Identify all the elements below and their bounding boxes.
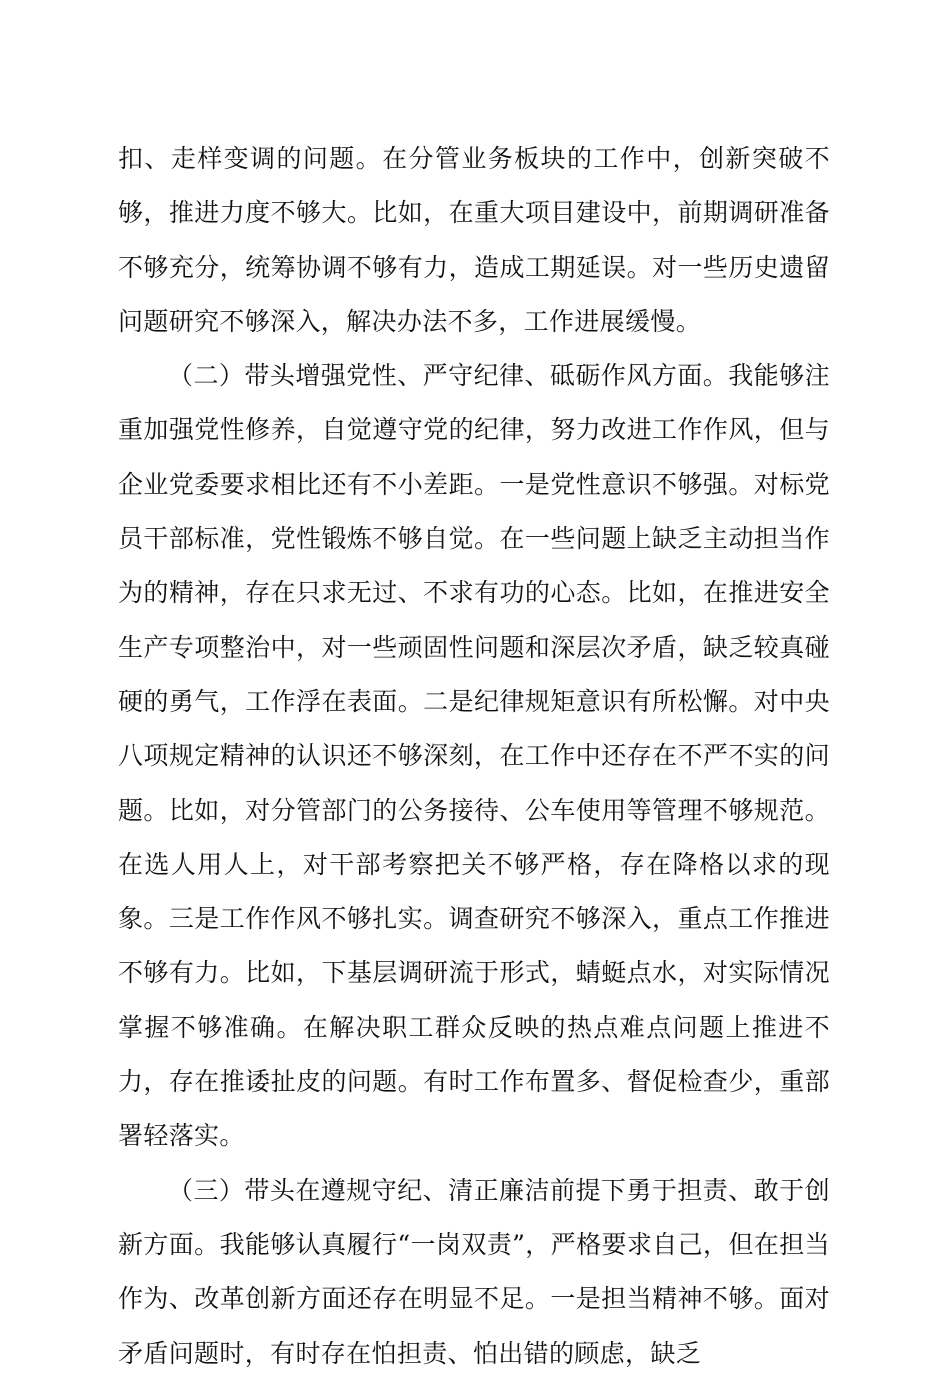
paragraph-section-two: （二）带头增强党性、严守纪律、砥砺作风方面。我能够注重加强党性修养，自觉遵守党的纪律，努力改进工作作风，但与企业党委要求相比还有不小差距。一是党性意识不够强。对标党员干部标准，党性锻炼不够自觉。在一些问题上缺乏主动担当作为的精神，存在只求无过、不求有功的心态。比如，在推进安全生产专项整治中，对一些顽固性问题和深层次矛盾，缺乏较真碰硬的勇气，工作浮在表面。二是纪律规矩意识有所松懈。对中央八项规定精神的认识还不够深刻，在工作中还存在不严不实的问题。比如，对分管部门的公务接待、公车使用等管理不够规范。在选人用人上，对干部考察把关不够严格，存在降格以求的现象。三是工作作风不够扎实。调查研究不够深入，重点工作推进不够有力。比如，下基层调研流于形式，蜻蜓点水，对实际情况掌握不够准确。在解决职工群众反映的热点难点问题上推进不力，存在推诿扯皮的问题。有时工作布置多、督促检查少，重部署轻落实。 <box>118 361 830 1151</box>
paragraph-section-three: （三）带头在遵规守纪、清正廉洁前提下勇于担责、敢于创新方面。我能够认真履行“一岗双责”，严格要求自己，但在担当作为、改革创新方面还存在明显不足。一是担当精神不够。面对矛盾问题时，有时存在怕担责、怕出错的顾虑，缺乏 <box>118 1175 830 1368</box>
paragraph-continuation: 扣、走样变调的问题。在分管业务板块的工作中，创新突破不够，推进力度不够大。比如，在重大项目建设中，前期调研准备不够充分，统筹协调不够有力，造成工期延误。对一些历史遗留问题研究不够深入，解决办法不多，工作进展缓慢。 <box>118 144 830 336</box>
document-body <box>118 132 830 1381</box>
